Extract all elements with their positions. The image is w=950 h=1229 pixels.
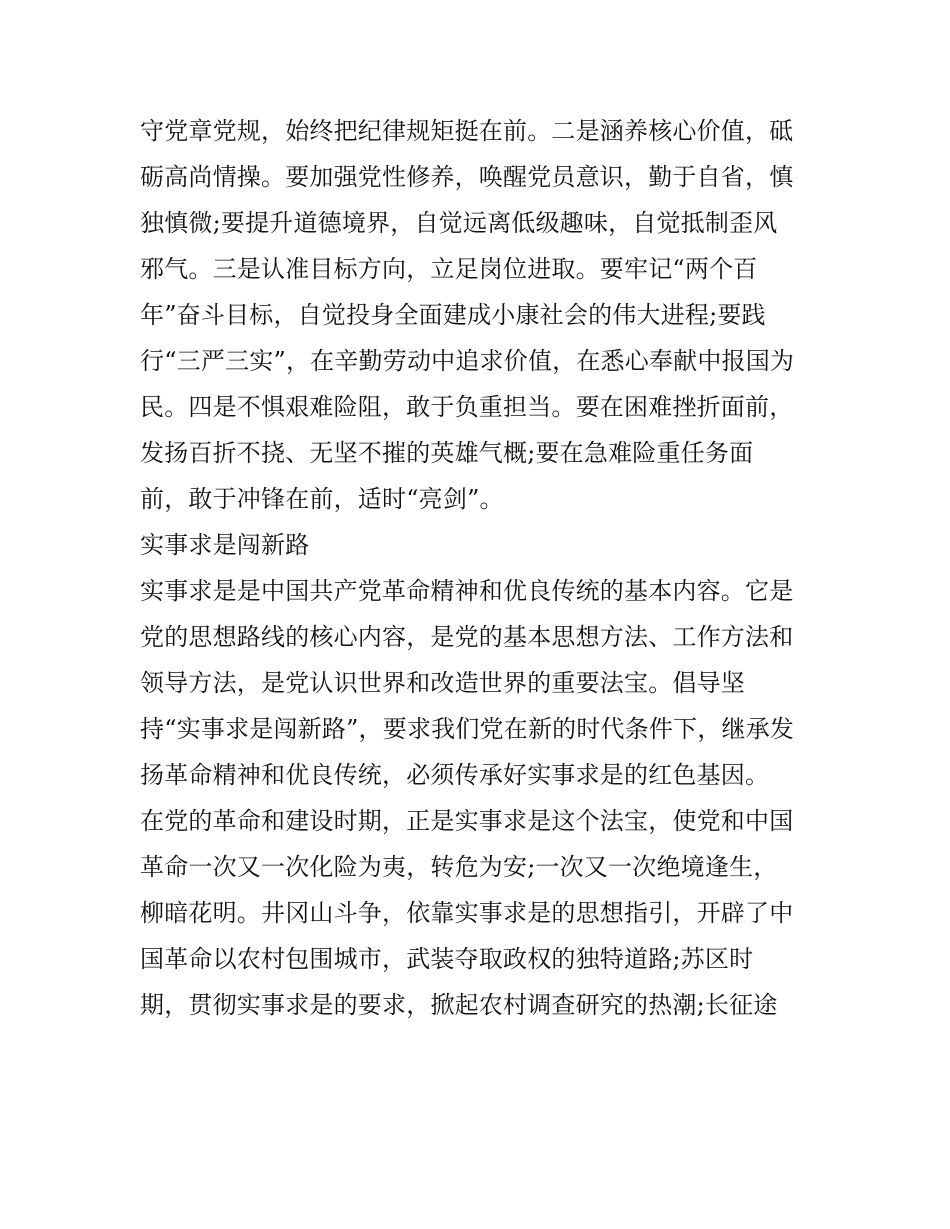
text-line-11: 实事求是是中国共产党革命精神和优良传统的基本内容。它是 <box>140 577 794 605</box>
text-line-9: 前，敢于冲锋在前，适时“亮剑”。 <box>140 485 504 513</box>
text-line-4: 邪气。三是认准目标方向，立足岗位进取。要牢记“两个百 <box>140 255 758 283</box>
text-line-20: 期，贯彻实事求是的要求，掀起农村调查研究的热潮;长征途 <box>140 991 778 1019</box>
text-line-12: 党的思想路线的核心内容，是党的基本思想方法、工作方法和 <box>140 623 794 651</box>
body-text <box>140 108 830 1028</box>
text-line-17: 革命一次又一次化险为夷，转危为安;一次又一次绝境逢生， <box>140 853 778 881</box>
text-line-19: 国革命以农村包围城市，武装夺取政权的独特道路;苏区时 <box>140 945 754 973</box>
section-heading: 实事求是闯新路 <box>140 531 310 559</box>
text-line-18: 柳暗花明。井冈山斗争，依靠实事求是的思想指引，开辟了中 <box>140 899 794 927</box>
text-line-1: 守党章党规，始终把纪律规矩挺在前。二是涵养核心价值，砥 <box>140 117 794 145</box>
text-line-8: 发扬百折不挠、无坚不摧的英雄气概;要在急难险重任务面 <box>140 439 754 467</box>
text-line-2: 砺高尚情操。要加强党性修养，唤醒党员意识，勤于自省，慎 <box>140 163 794 191</box>
text-line-13: 领导方法，是党认识世界和改造世界的重要法宝。倡导坚 <box>140 669 745 697</box>
text-line-7: 民。四是不惧艰难险阻，敢于负重担当。要在困难挫折面前， <box>140 393 794 421</box>
text-line-16: 在党的革命和建设时期，正是实事求是这个法宝，使党和中国 <box>140 807 794 835</box>
text-line-3: 独慎微;要提升道德境界，自觉远离低级趣味，自觉抵制歪风 <box>140 209 778 237</box>
text-line-5: 年”奋斗目标，自觉投身全面建成小康社会的伟大进程;要践 <box>140 301 766 329</box>
text-line-6: 行“三严三实”，在辛勤劳动中追求价值，在悉心奉献中报国为 <box>140 347 795 375</box>
text-line-14: 持“实事求是闯新路”，要求我们党在新的时代条件下，继承发 <box>140 715 795 743</box>
text-line-15: 扬革命精神和优良传统，必须传承好实事求是的红色基因。 <box>140 761 770 789</box>
